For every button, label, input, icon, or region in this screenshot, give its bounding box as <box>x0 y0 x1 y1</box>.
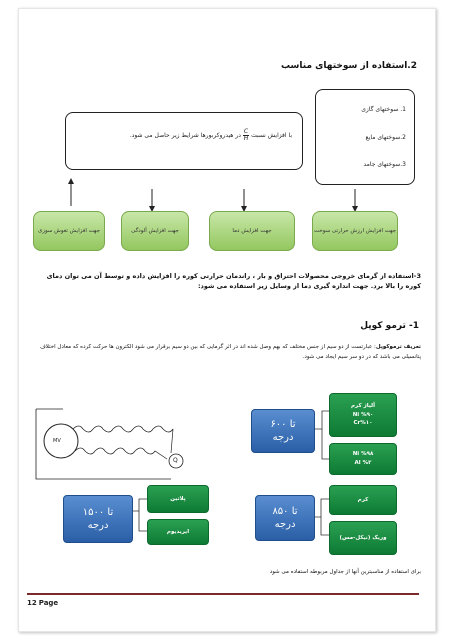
footer-page-number <box>27 599 58 607</box>
page-number: 12 <box>27 599 37 607</box>
definition-text: : عبارتست از دو سیم از جنس مختلف که بهم وصل شده اند در اثر گرمایی که بین دو سیم برقرار می شود الکترون ها حرکت کرده که معادل اختلاف پتانسیلی می باشد که در دو سر سیم ایجاد می شود. <box>40 344 421 360</box>
ratio-denominator: H <box>243 135 249 142</box>
document-page <box>18 8 436 632</box>
range-600-line1: تا ۶۰۰ <box>270 418 296 430</box>
effect-heating-value: جهت افزایش ارزش حرارتی سوخت <box>312 211 398 251</box>
alloy-chrome-cr: Cr%۱۰ <box>353 420 373 427</box>
alloy-chrome-ni: Ni %۹۰ <box>352 411 374 418</box>
thermocouple-heading: 1- ترمو کوپل <box>360 321 419 331</box>
range-600-box <box>251 409 315 453</box>
chrome-label: کرم <box>357 496 369 503</box>
range-600-line2: درجه <box>272 432 294 443</box>
footer-rule <box>27 593 419 595</box>
range-850-line1: تا ۸۵۰ <box>272 505 298 517</box>
effect-combustion: جهت افزایش تغوش سوزی <box>33 211 105 251</box>
nickel-copper-box <box>329 521 397 555</box>
page-label: Page <box>38 599 59 607</box>
nickel-copper-label: وریک (نیکل-مس) <box>339 534 387 541</box>
iridium-box <box>147 519 209 545</box>
mv-label: MV <box>53 438 61 444</box>
ratio-text-after: در هیدروکربورها شرایط زیر حاصل می شود. <box>129 132 241 139</box>
range-850-box <box>255 495 315 541</box>
range-1500-line1: تا ۱۵۰۰ <box>82 506 114 518</box>
ratio-numerator: C <box>243 128 249 135</box>
range-1500-box <box>63 495 133 543</box>
alloy-chrome-title: آلیاژ کرم <box>351 402 375 409</box>
range-850-line2: درجه <box>274 519 296 530</box>
alloy-al2: Al %۲ <box>354 460 372 466</box>
effect-pollution: جهت افزایش آلودگی <box>121 211 189 251</box>
alloy-ni98: Ni %۹۸ <box>352 451 374 458</box>
iridium-label: ایریدیوم <box>166 528 190 535</box>
fuel-item-2: 2.سوختهای مایع <box>365 134 406 141</box>
ratio-text-before: با افزایش نسبت <box>251 132 292 139</box>
thermocouple-definition <box>35 343 421 363</box>
footnote: برای استفاده از مناسبترین آنها از جداول مربوطه استفاده می شود <box>269 569 421 575</box>
q-label: Q <box>173 457 178 464</box>
range-1500-line2: درجه <box>87 520 109 531</box>
fuel-item-3: 3.سوختهای جامد <box>363 161 406 168</box>
effect-temperature: جهت افزایش دما <box>209 211 295 251</box>
chrome-box <box>329 485 397 515</box>
platinum-box <box>147 485 209 513</box>
section-3-paragraph: 3-استفاده از گرمای خروجی محصولات احتراق و بار ، راندمان حرارتی کوره را افزایش داده و توسط آن می توان دمای کوره را بالا برد. جهت اندازه گیری دما از وسایل زیر استفاده می شود: <box>46 272 421 291</box>
definition-label: تعریف ترموکوپل <box>375 344 421 350</box>
section-2-heading: 2.استفاده از سوختهای مناسب <box>281 61 417 71</box>
alloy-chrome-box <box>329 393 397 437</box>
fuel-item-1: 1. سوختهای گازی <box>361 106 406 113</box>
platinum-label: پلاتین <box>170 495 186 502</box>
alloy-nickel-aluminum-box <box>329 443 397 475</box>
